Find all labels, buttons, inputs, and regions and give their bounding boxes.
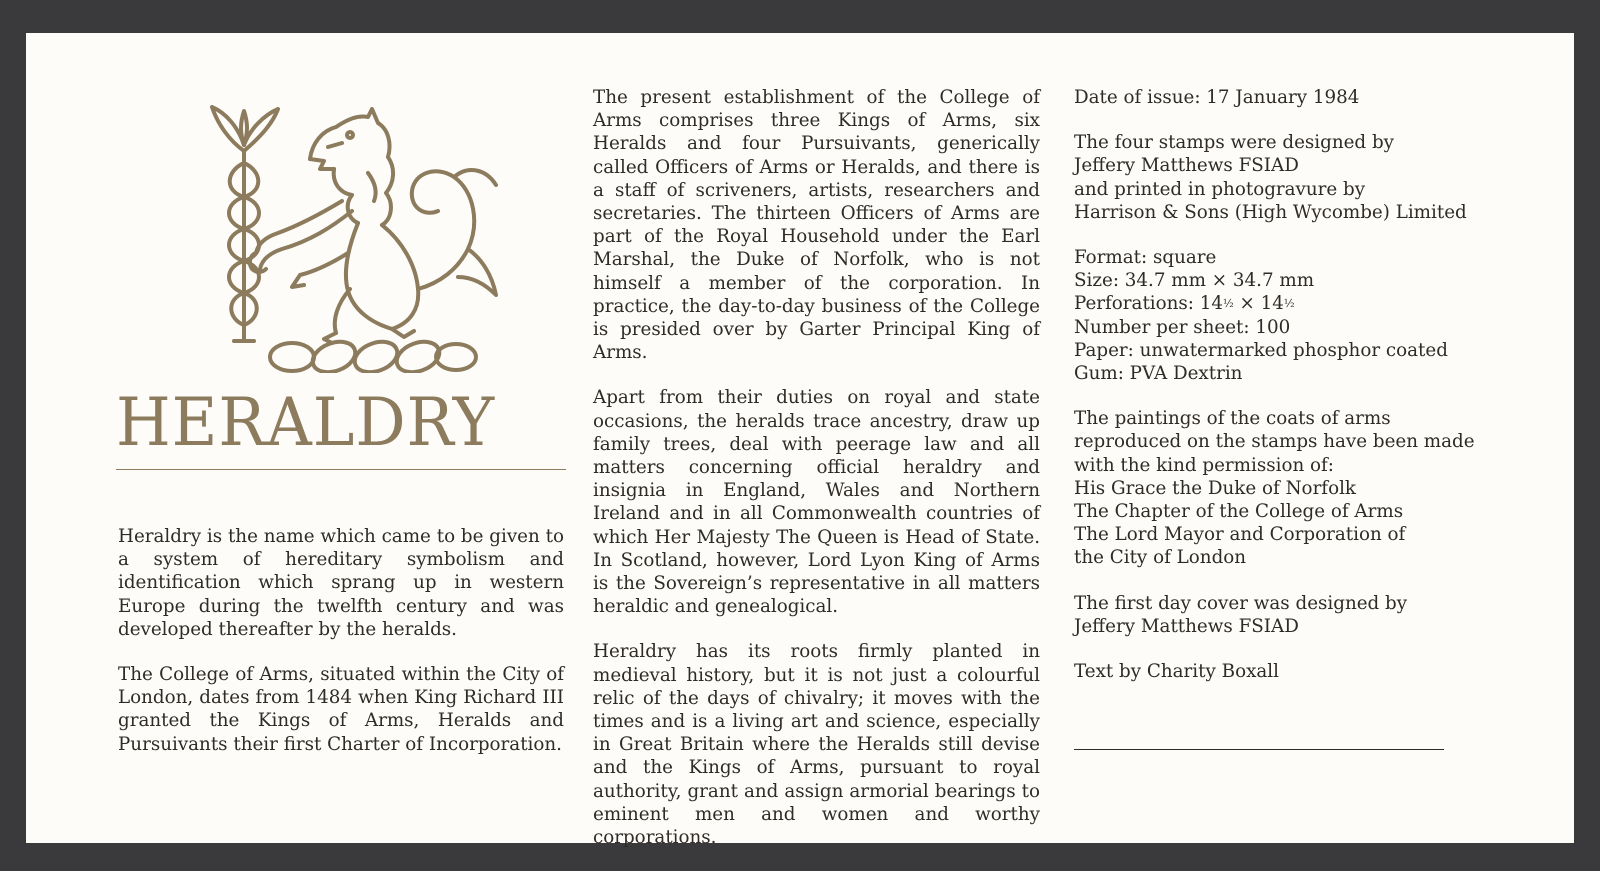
permission-line: His Grace the Duke of Norfolk xyxy=(1074,477,1357,499)
paper-spec: Paper: unwatermarked phosphor coated xyxy=(1074,339,1448,361)
issue-date-block xyxy=(1074,86,1494,109)
perforations-spec xyxy=(1074,292,1494,315)
middle-text-column xyxy=(593,86,1040,871)
permission-line: with the kind permission of: xyxy=(1074,454,1334,476)
signature-line xyxy=(1074,749,1444,750)
paragraph: Heraldry has its roots firmly planted in medieval history, but it is not just a colourful relic of the days of chivalry; it moves with the times and is a living art and science, especially in Great Britain where the Heralds still devise and the Kings of Arms, pursuant to royal authority, grant and assign armorial bearings to eminent men and women and worthy corporations. xyxy=(593,641,1040,849)
format-spec: Format: square xyxy=(1074,247,1217,269)
text-credit-block xyxy=(1074,660,1494,683)
number-per-sheet-spec: Number per sheet: 100 xyxy=(1074,316,1291,338)
fraction-half: ½ xyxy=(1223,297,1234,311)
gum-spec: Gum: PVA Dextrin xyxy=(1074,363,1243,385)
permission-line: The Chapter of the College of Arms xyxy=(1074,501,1404,523)
issue-date: Date of issue: 17 January 1984 xyxy=(1074,87,1360,108)
paragraph: The College of Arms, situated within the City of London, dates from 1484 when King Richard III granted the Kings of Arms, Heralds and Pursuivants their first Charter of Incorporation. xyxy=(118,664,564,755)
text-credit: Text by Charity Boxall xyxy=(1074,661,1279,683)
perforations-prefix: Perforations: 14 xyxy=(1074,293,1224,315)
fdc-credit-line: The first day cover was designed by xyxy=(1074,592,1408,614)
paragraph: Heraldry is the name which came to be given to a system of hereditary symbolism and identification which sprang up in western Europe during the twelfth century and was developed thereafter by the heralds. xyxy=(118,526,564,640)
permission-line: The Lord Mayor and Corporation of xyxy=(1074,524,1406,546)
presentation-card xyxy=(26,33,1574,849)
permissions-block xyxy=(1074,407,1494,569)
perforations-mid: × 14 xyxy=(1233,293,1284,315)
design-credit-line: and printed in photogravure by xyxy=(1074,178,1366,200)
size-spec: Size: 34.7 mm × 34.7 mm xyxy=(1074,270,1315,292)
stamp-specs-block xyxy=(1074,246,1494,385)
design-credit-line: Harrison & Sons (High Wycombe) Limited xyxy=(1074,201,1467,223)
design-credits-block xyxy=(1074,131,1494,224)
page-title: HERALDRY xyxy=(116,384,496,461)
paragraph: Apart from their duties on royal and state occasions, the heralds trace ancestry, draw up family trees, deal with peerage law and all matters concerning official heraldry and insignia in England, Wales and Northern Ireland and in all Commonwealth countries of which Her Majesty The Queen is Head of State. In Scotland, however, Lord Lyon King of Arms is the Sovereign’s representative in all matters heraldic and genealogical. xyxy=(593,387,1040,618)
permission-line: reproduced on the stamps have been made xyxy=(1074,431,1475,453)
right-text-column xyxy=(1074,86,1494,705)
fdc-credit-line: Jeffery Matthews FSIAD xyxy=(1074,615,1299,637)
title-underline xyxy=(116,469,566,470)
permission-line: The paintings of the coats of arms xyxy=(1074,408,1391,430)
fraction-half: ½ xyxy=(1283,297,1295,311)
design-credit-line: Jeffery Matthews FSIAD xyxy=(1074,155,1299,177)
left-text-column xyxy=(118,525,564,778)
permission-line: the City of London xyxy=(1074,547,1247,569)
paragraph: The present establishment of the College of Arms comprises three Kings of Arms, six Heralds and four Pursuivants, generically called Officers of Arms or Heralds, and there is a staff of scriveners, artists, researchers and secretaries. The thirteen Officers of Arms are part of the Royal Household under the Earl Marshal, the Duke of Norfolk, who is not himself a member of the corporation. In practice, the day-to-day business of the College is presided over by Garter Principal King of Arms. xyxy=(593,87,1040,364)
heraldic-lion-caduceus-icon xyxy=(182,73,502,373)
fdc-credit-block xyxy=(1074,592,1494,638)
design-credit-line: The four stamps were designed by xyxy=(1074,132,1394,154)
